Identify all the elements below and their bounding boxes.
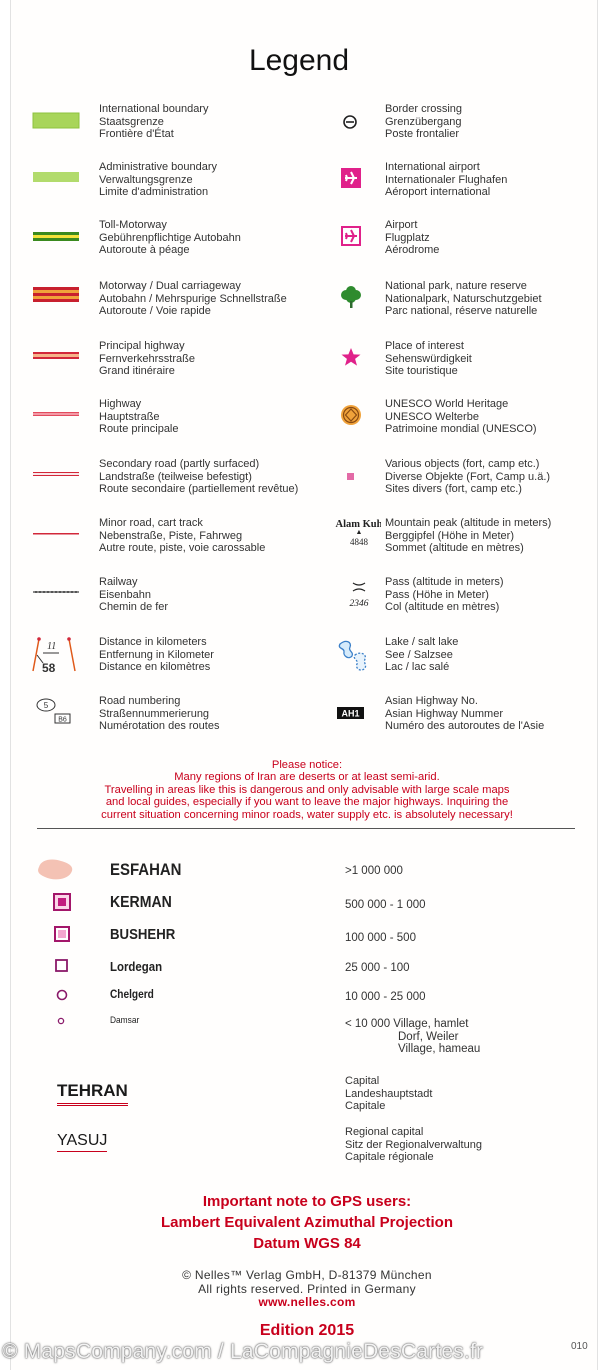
asian-highway-icon <box>315 694 375 734</box>
item-label-fr: Grand itinéraire <box>99 365 175 378</box>
notice-line: and local guides, especially if you want to leave the major highways. Inquiring the <box>105 796 509 809</box>
item-label-fr: Patrimoine mondial (UNESCO) <box>385 423 537 436</box>
town-name: Chelgerd <box>110 989 154 1001</box>
gps-note-line: Datum WGS 84 <box>253 1235 361 1252</box>
item-label-de: Hauptstraße <box>99 410 160 423</box>
item-label-en: Airport <box>385 219 418 231</box>
capital-example-name: TEHRAN <box>57 1081 128 1106</box>
secondary-road-symbol <box>29 458 89 498</box>
item-label-de: Straßennummerierung <box>99 707 210 720</box>
item-label-fr: Sites divers (fort, camp etc.) <box>385 483 522 496</box>
international-boundary-symbol <box>29 103 89 143</box>
item-label-de: Nationalpark, Naturschutzgebiet <box>385 292 542 305</box>
item-label-en: Mountain peak (altitude in meters) <box>385 517 552 529</box>
item-label-fr: Aérodrome <box>385 244 440 257</box>
publisher-website-link[interactable]: www.nelles.com <box>258 1295 356 1309</box>
item-label-fr: Route principale <box>99 423 179 436</box>
notice-line: Travelling in areas like this is dangerous and only advisable with large scale maps <box>104 783 510 796</box>
item-label-de: Fernverkehrsstraße <box>99 352 195 365</box>
distance-small-label: 11 <box>47 641 57 652</box>
town-name: Damsar <box>110 1015 140 1026</box>
item-label-de: Diverse Objekte (Fort, Camp u.ä.) <box>385 470 551 483</box>
notice-heading: Please notice: <box>271 759 343 771</box>
item-label-de: Gebührenpflichtige Autobahn <box>99 231 241 244</box>
gps-note-line: Lambert Equivalent Azimuthal Projection <box>161 1214 453 1231</box>
peak-name-label: Alam Kuh <box>335 519 381 530</box>
svg-text:▲: ▲ <box>355 529 363 536</box>
item-label-en: Minor road, cart track <box>99 517 203 529</box>
item-label-fr: Aéroport international <box>385 186 491 199</box>
town-population: 500 000 - 1 000 <box>345 899 426 911</box>
copyright-block <box>11 1269 603 1310</box>
item-label-de: Internationaler Flughafen <box>385 173 508 186</box>
airport-icon <box>315 219 375 259</box>
item-label-de: Sehenswürdigkeit <box>385 352 472 365</box>
administrative-boundary-symbol <box>29 161 89 201</box>
item-label-en: Motorway / Dual carriageway <box>99 280 241 292</box>
item-label-fr: Numéro des autoroutes de l'Asie <box>385 720 545 733</box>
place-of-interest-icon <box>315 340 375 380</box>
item-label-fr: Poste frontalier <box>385 128 459 141</box>
pass-altitude-label: 2346 <box>349 599 369 609</box>
item-label-fr: Autre route, piste, voie carossable <box>99 542 266 555</box>
item-label-fr: Site touristique <box>385 365 458 378</box>
toll-motorway-symbol <box>29 219 89 259</box>
item-label-en: International boundary <box>99 103 209 115</box>
item-label-fr: Frontière d'État <box>99 128 174 141</box>
item-label-de: Pass (Höhe in Meter) <box>385 588 489 601</box>
item-label-de: Staatsgrenze <box>99 115 164 128</box>
town-name: Lordegan <box>110 959 163 974</box>
item-label-de: See / Salzsee <box>385 648 453 661</box>
item-label-en: Road numbering <box>99 695 181 707</box>
village-circle-icon <box>57 1015 77 1035</box>
gps-note <box>11 1191 603 1254</box>
item-label-de: Nebenstraße, Piste, Fahrweg <box>99 529 243 542</box>
item-label-en: Distance in kilometers <box>99 636 207 648</box>
capital-label-en: Regional capital <box>345 1126 424 1138</box>
item-label-fr: Autoroute / Voie rapide <box>99 305 211 318</box>
item-label-en: Lake / salt lake <box>385 636 459 648</box>
legend-panel <box>10 0 598 1370</box>
motorway-symbol <box>29 280 89 320</box>
highway-symbol <box>29 398 89 438</box>
gps-note-line: Important note to GPS users: <box>202 1193 412 1210</box>
principal-highway-symbol <box>29 340 89 380</box>
item-label-de: Grenzübergang <box>385 115 462 128</box>
town-population: 100 000 - 500 <box>345 932 416 944</box>
road-number-circle-label: 5 <box>43 701 49 710</box>
item-label-fr: Numérotation des routes <box>99 720 220 733</box>
minor-road-symbol <box>29 517 89 557</box>
town-population: 25 000 - 100 <box>345 962 410 974</box>
item-label-en: Pass (altitude in meters) <box>385 576 504 588</box>
capital-label-de: Landeshauptstadt <box>345 1087 433 1100</box>
large-city-area-icon <box>35 857 79 883</box>
town-circle-icon <box>55 988 75 1008</box>
item-label-en: UNESCO World Heritage <box>385 398 509 410</box>
item-label-de: Autobahn / Mehrspurige Schnellstraße <box>99 292 287 305</box>
item-label-en: International airport <box>385 161 480 173</box>
item-label-de: Berggipfel (Höhe in Meter) <box>385 529 515 542</box>
item-label-fr: Limite d'administration <box>99 186 209 199</box>
item-label-de: Landstraße (teilweise befestigt) <box>99 470 252 483</box>
international-airport-icon <box>315 161 375 201</box>
item-label-en: Toll-Motorway <box>99 219 167 231</box>
page-number: 010 <box>571 1341 588 1352</box>
item-label-en: Principal highway <box>99 340 185 352</box>
town-name: KERMAN <box>110 894 172 911</box>
desert-travel-notice <box>37 759 577 821</box>
road-number-box-label: B6 <box>58 716 67 724</box>
regional-capital-description <box>345 1126 482 1164</box>
notice-line: Many regions of Iran are deserts or at least semi-arid. <box>174 771 440 784</box>
town-name: BUSHEHR <box>110 926 176 943</box>
notice-line: current situation concerning minor roads, water supply etc. is absolutely necessary! <box>101 808 513 821</box>
town-square-icon <box>55 959 75 979</box>
town-population: < 10 000 Village, hamlet <box>345 1018 469 1030</box>
item-label-de: Verwaltungsgrenze <box>99 173 193 186</box>
item-label-en: Asian Highway No. <box>385 695 478 707</box>
legend-title: Legend <box>248 44 350 77</box>
national-park-icon <box>315 280 375 320</box>
town-population-de: Dorf, Weiler <box>398 1030 459 1043</box>
capital-description <box>345 1075 432 1113</box>
town-population: 10 000 - 25 000 <box>345 991 426 1003</box>
asian-highway-badge-label: AH1 <box>341 708 360 719</box>
item-label-de: Asian Highway Nummer <box>385 707 503 720</box>
road-number-icon <box>29 694 89 734</box>
regional-capital-example-name: YASUJ <box>57 1132 107 1152</box>
item-label-en: Administrative boundary <box>99 161 218 173</box>
capital-label-en: Capital <box>345 1075 380 1087</box>
pass-icon <box>315 576 375 616</box>
lake-icon <box>315 635 381 675</box>
item-label-fr: Distance en kilomètres <box>99 661 211 674</box>
item-label-fr: Autoroute à péage <box>99 244 190 257</box>
mountain-peak-icon <box>315 517 381 557</box>
item-label-en: Secondary road (partly surfaced) <box>99 458 260 470</box>
item-label-fr: Col (altitude en mètres) <box>385 601 500 614</box>
town-name: ESFAHAN <box>110 860 182 879</box>
railway-symbol <box>29 576 89 616</box>
border-crossing-icon <box>315 103 375 143</box>
distance-large-label: 58 <box>42 661 56 675</box>
item-label-en: Railway <box>99 576 138 588</box>
item-label-de: Eisenbahn <box>99 588 151 601</box>
unesco-icon <box>315 398 375 438</box>
item-label-fr: Parc national, réserve naturelle <box>385 305 538 318</box>
item-label-en: Place of interest <box>385 340 464 352</box>
item-label-fr: Sommet (altitude en mètres) <box>385 542 524 555</box>
item-label-en: Highway <box>99 398 142 410</box>
city-square-large-icon <box>53 893 73 913</box>
item-label-fr: Route secondaire (partiellement revêtue) <box>99 483 299 496</box>
item-label-de: Flugplatz <box>385 231 430 244</box>
edition-label: Edition 2015 <box>259 1322 355 1339</box>
town-population: >1 000 000 <box>345 865 403 877</box>
watermark: © MapsCompany.com / LaCompagnieDesCartes.fr <box>2 1340 484 1363</box>
item-label-fr: Lac / lac salé <box>385 661 450 674</box>
city-square-medium-icon <box>54 926 74 946</box>
distance-icon <box>29 635 89 677</box>
capital-label-fr: Capitale régionale <box>345 1151 434 1164</box>
copyright-line: © Nelles™ Verlag GmbH, D-81379 München <box>182 1268 432 1282</box>
item-label-de: UNESCO Welterbe <box>385 410 479 423</box>
section-divider <box>37 828 575 829</box>
town-population-fr: Village, hameau <box>398 1043 481 1056</box>
item-label-en: Various objects (fort, camp etc.) <box>385 458 540 470</box>
various-objects-icon <box>315 458 375 498</box>
peak-altitude-label: 4848 <box>350 537 368 547</box>
capital-label-de: Sitz der Regionalverwaltung <box>345 1138 482 1151</box>
item-label-en: National park, nature reserve <box>385 280 527 292</box>
capital-label-fr: Capitale <box>345 1100 386 1113</box>
item-label-fr: Chemin de fer <box>99 601 169 614</box>
copyright-line: All rights reserved. Printed in Germany <box>198 1281 416 1296</box>
item-label-de: Entfernung in Kilometer <box>99 648 214 661</box>
item-label-en: Border crossing <box>385 103 463 115</box>
